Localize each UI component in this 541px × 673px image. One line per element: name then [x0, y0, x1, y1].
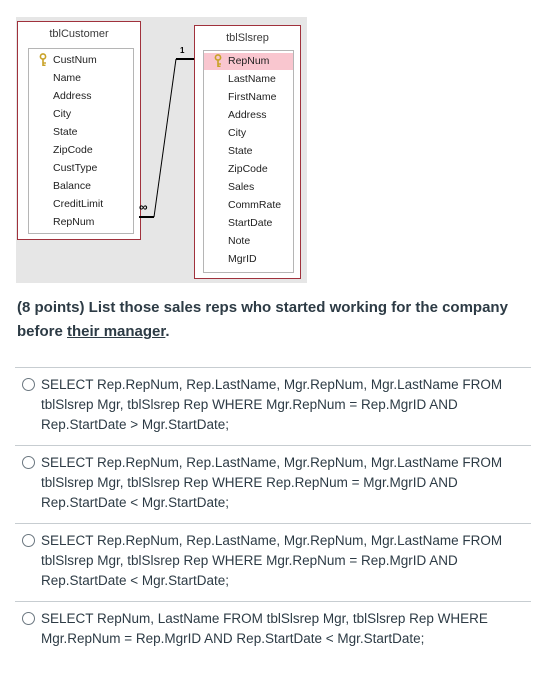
- answer-text[interactable]: SELECT RepNum, LastName FROM tblSlsrep Mgr, tblSlsrep Rep WHERE Mgr.RepNum = Rep.MgrID AND Rep.StartDate < Mgr.StartDate;: [41, 611, 488, 646]
- field-label: Note: [228, 235, 251, 247]
- field-label: City: [228, 127, 247, 139]
- field-label: ZipCode: [228, 163, 268, 175]
- field-label: State: [228, 145, 253, 157]
- field-label: State: [53, 126, 78, 138]
- field-label: ZipCode: [53, 144, 93, 156]
- field-label: CustNum: [53, 54, 97, 66]
- field-label: Name: [53, 72, 82, 84]
- customer-table-title: tblCustomer: [49, 28, 109, 40]
- relationship-line: [16, 17, 307, 283]
- field-label: CommRate: [228, 199, 282, 211]
- radio-button[interactable]: [22, 378, 35, 391]
- answer-option-3[interactable]: [15, 523, 531, 602]
- radio-button[interactable]: [22, 456, 35, 469]
- field-label: FirstName: [228, 91, 277, 103]
- answer-text[interactable]: SELECT Rep.RepNum, Rep.LastName, Mgr.RepNum, Mgr.LastName FROM tblSlsrep Mgr, tblSlsrep Rep WHERE Mgr.RepNum = Rep.MgrID AND Rep.StartDate > Mgr.StartDate;: [41, 377, 503, 432]
- field-label: CreditLimit: [53, 198, 104, 210]
- field-label: Balance: [53, 180, 91, 192]
- question-body: List those sales reps who started working for the company before: [17, 299, 508, 340]
- question-end: .: [165, 323, 170, 340]
- slsrep-table-title: tblSlsrep: [226, 32, 269, 44]
- question-underlined: their manager: [67, 323, 166, 340]
- field-label: Address: [228, 109, 267, 121]
- field-label: Address: [53, 90, 92, 102]
- answer-option-2[interactable]: [15, 445, 531, 524]
- field-label: City: [53, 108, 72, 120]
- answer-text[interactable]: SELECT Rep.RepNum, Rep.LastName, Mgr.RepNum, Mgr.LastName FROM tblSlsrep Mgr, tblSlsrep Rep WHERE Mgr.RepNum = Rep.MgrID AND Rep.StartDate < Mgr.StartDate;: [41, 533, 503, 588]
- answer-text[interactable]: SELECT Rep.RepNum, Rep.LastName, Mgr.RepNum, Mgr.LastName FROM tblSlsrep Mgr, tblSlsrep Rep WHERE Rep.RepNum = Mgr.MgrID AND Rep.StartDate < Mgr.StartDate;: [41, 455, 503, 510]
- field-label: Sales: [228, 181, 255, 193]
- many-side-label: ∞: [139, 200, 148, 214]
- field-label: RepNum: [53, 216, 95, 228]
- field-label: MgrID: [228, 253, 257, 265]
- field-label: RepNum: [228, 55, 270, 67]
- field-label: CustType: [53, 162, 98, 174]
- field-label: LastName: [228, 73, 276, 85]
- answer-option-1[interactable]: [15, 367, 531, 446]
- radio-button[interactable]: [22, 612, 35, 625]
- field-label: StartDate: [228, 217, 273, 229]
- one-side-label: 1: [180, 46, 185, 55]
- answer-option-4[interactable]: [15, 601, 531, 660]
- relationship-diagram: [16, 17, 307, 283]
- question-points: (8 points): [17, 299, 85, 316]
- question-text: [17, 296, 527, 344]
- radio-button[interactable]: [22, 534, 35, 547]
